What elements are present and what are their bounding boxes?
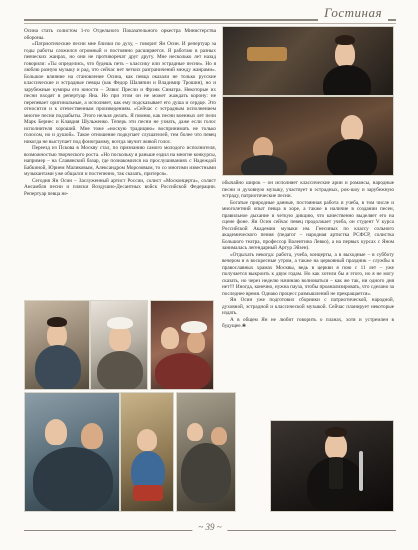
photo-child-with-drum <box>120 392 174 512</box>
page-header <box>24 6 396 24</box>
paragraph: «Отдыхать некогда: работа, учеба, концерты, а в выходные – в субботу вечером и в воскресные утром, а также на церковный праздник – службы в православных храмах Москвы, ведь в церкви я пою с 11 лет – уже получается выкроить к двум годам. Но как хотели бы я этого, но я не могу сказать, но через неделю начинаю волноваться – как же так, ни одного дня нет!!! Иногда, конечно, нужна пауза, чтобы проанализировать, что сделано за последнее время. Однако процесс размышлений не прекращается». <box>222 251 394 297</box>
paragraph: Переезд из Пскова в Москву стал, по признанию самого молодого исполнителя, возможностью творческого роста. «Но поскольку я раньше ездил на многие конкурсы, например – на Славянский базар, где познакомился на прослушиваниях с Надеждой Бабкиной, Юрием Маликовым, Александром Морозовым, то со многими известными музыкантами уже общался и постепенно, так сказать, притерся». <box>24 145 216 177</box>
paragraph: «Патриотические песни мне близки по духу, – говорит Ян Осин. И репертуар за годы работы сложился огромный и постоянно расширяется. Я работаю в разных певческих жанрах, но они не противоречат друг другу. Мне несколько лет назад говорили: «Ты определись, что будешь петь – классику или эстрадные песни». Но я люблю разную музыку и рад, что сейчас нет четких разграничений между жанрами». Большое влияние на становление Осина, как певца оказали не только русские классические и эстрадные певцы (как Федор Шаляпин и Владимир Трошин), но и зарубежные кумиры его юности – Элвис Пресли и Фрэнк Синатра. Некоторые их песни входят в репертуар Яна. Но при этом он не может жаждать корону: не перепевает оригинальные, а исполняет, как ему подсказывает его душа и сердце. Это относится и к отечественным произведениям. «Сейчас с эстрадным исполнением многие песни подзабыты. Этого нельзя делать. Я помню, как песни военных лет пели Марк Бернес и Клавдия Шульженко. Теперь эти песни не узнать, даже если голос исполнителя хороший. Мне тоже «носкую традицию» воспринимать не только голосом, но и душой». Такое отношение подкупает слушателей, тем более что певец никогда не выступает под фонограмму, всегда звучит живой голос. <box>24 41 216 145</box>
text-column-right <box>222 180 394 416</box>
paragraph: Ян Осин уже подготовил сборники с патриотической, народной, духовной, эстрадной и классической музыкой. Сейчас планирует некоторые издать. <box>222 297 394 316</box>
paragraph: Сегодня Ян Осин – Заслуженный артист России, солист «Москонцерта», солист Ансамбля песни и пляски Воздушно-Десантных войск Российской Федерации. Репертуар певца не- <box>24 177 216 197</box>
paragraph: А в общем Ян не любит говорить о планах, хотя и устремлен в будущее.❀ <box>222 316 394 329</box>
paragraph: обычайно широк – он исполняет классические арии и романсы, народные песни и духовную музыку, участвует в эстрадных, рок-шоу и зарубежную эстраду, патриотические песни. <box>222 180 394 199</box>
header-rule-thin <box>24 23 396 24</box>
page-number: ~ 39 ~ <box>192 522 227 532</box>
text-column-left <box>24 28 216 298</box>
photo-group-outdoors <box>176 392 236 512</box>
photo-singer-with-priest <box>222 96 394 176</box>
page-footer <box>24 524 396 538</box>
paragraph: Богатые природные данные, постоянная работа и учеба, в том числе и многолетний опыт певца в хоре, а также в наличие в создании песен, правильное дыхание и четкую дикцию, что качественно выделяет его на сцене фоне. Ян Осин сейчас певец продолжает учеба, он студент V курса Российской Академии музыки им. Гнесиных по классу сольного академического пения (педагог – народная артистка РСФСР, солистка Большого театра, профессор Валентина Левко), а на первых курсах с Яном занималась легендарный Артур Эйзен). <box>222 199 394 251</box>
photo-singer-microphone <box>222 26 394 96</box>
section-title: Гостиная <box>318 5 388 21</box>
photo-man-outdoors <box>24 300 90 390</box>
photo-singer-tuxedo <box>270 420 394 512</box>
photo-portrait-older-man <box>90 300 148 390</box>
paragraph: Осина стать солистом 1-го Отдельного Показательного оркестра Министерства обороны. <box>24 28 216 41</box>
photo-men-with-child <box>24 392 120 512</box>
photo-family-women <box>150 300 214 390</box>
